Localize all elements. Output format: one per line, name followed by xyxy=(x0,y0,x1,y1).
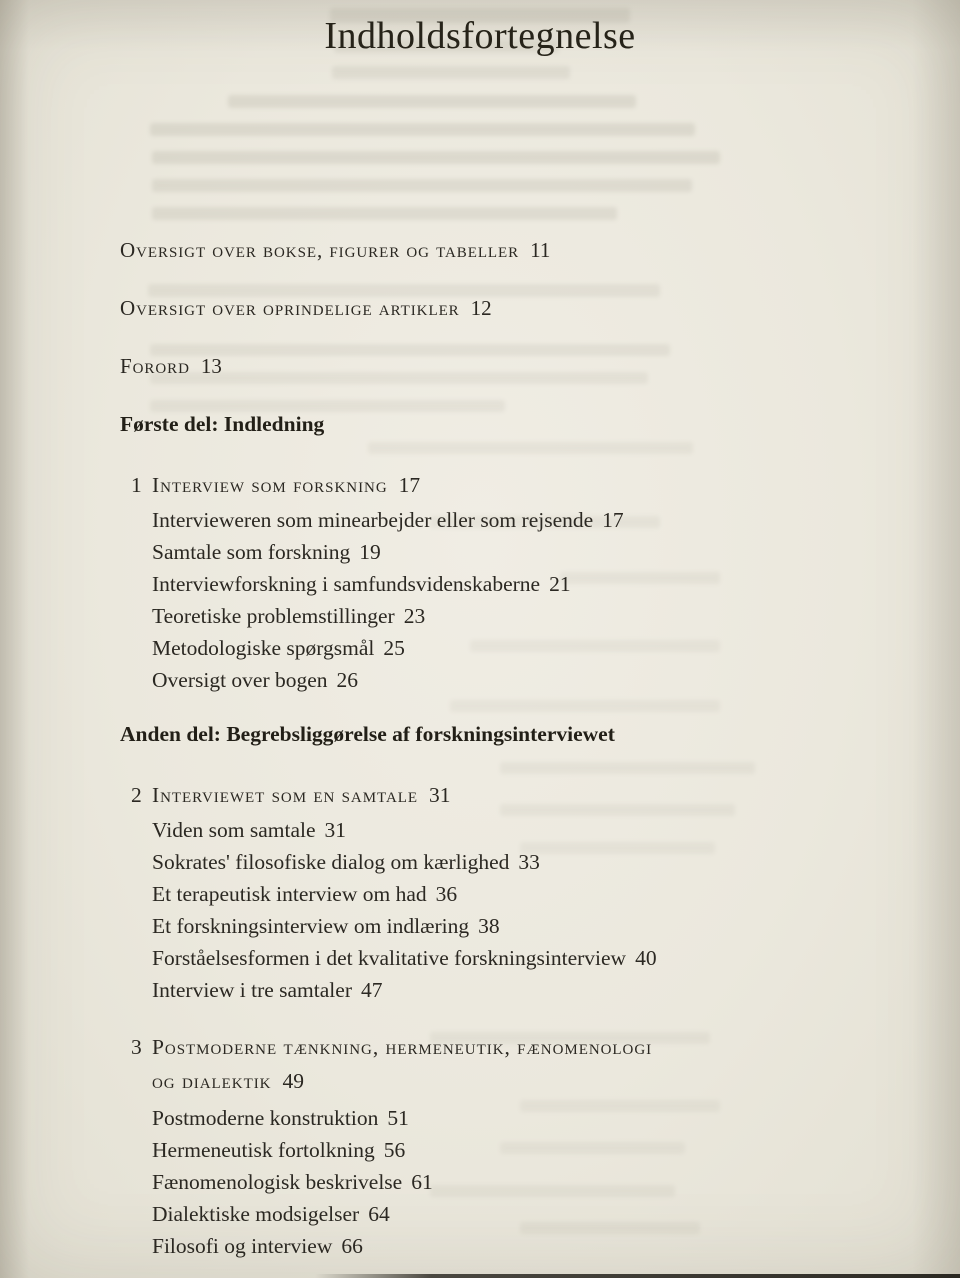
subsection-label: Hermeneutisk fortolkning xyxy=(152,1138,375,1162)
part-heading-1: Første del: Indledning xyxy=(120,412,325,436)
toc-front-matter xyxy=(120,236,870,380)
subsection-page-number: 64 xyxy=(368,1202,390,1226)
subsection-page-number: 56 xyxy=(383,1138,406,1162)
subsection-page-number: 31 xyxy=(324,818,347,842)
toc-entry-foreword xyxy=(120,352,870,380)
toc-subsection xyxy=(152,504,870,536)
subsection-page-number: 25 xyxy=(383,636,405,660)
chapter-number: 1 xyxy=(131,473,142,497)
entry-label: Oversigt over oprindelige artikler xyxy=(120,296,460,320)
subsection-label: Oversigt over bogen xyxy=(152,668,328,692)
chapter-page-number: 49 xyxy=(282,1069,304,1093)
toc-subsection xyxy=(152,536,870,568)
chapter-title: Interviewet som en samtale xyxy=(152,783,419,807)
toc-subsection xyxy=(152,910,870,942)
chapter-title-continued: og dialektik xyxy=(152,1069,272,1093)
chapter-title-line xyxy=(152,780,451,810)
chapter-page-number: 31 xyxy=(429,783,451,807)
toc-subsection xyxy=(152,814,870,846)
chapter-title-line xyxy=(152,1030,652,1098)
chapter-1-subsections xyxy=(152,504,870,696)
subsection-page-number: 66 xyxy=(341,1234,363,1258)
subsection-page-number: 51 xyxy=(387,1106,409,1130)
subsection-page-number: 17 xyxy=(602,508,624,532)
subsection-label: Forståelsesformen i det kvalitative forskningsinterview xyxy=(152,946,627,970)
chapter-title: Postmoderne tænkning, hermeneutik, fænomenologi xyxy=(152,1035,653,1059)
subsection-label: Et forskningsinterview om indlæring xyxy=(152,914,470,938)
toc-subsection xyxy=(152,846,870,878)
subsection-page-number: 40 xyxy=(635,946,657,970)
subsection-label: Intervieweren som minearbejder eller som rejsende xyxy=(152,508,594,532)
subsection-label: Interviewforskning i samfundsvidenskaberne xyxy=(152,572,541,596)
entry-page-number: 13 xyxy=(200,354,222,378)
subsection-page-number: 38 xyxy=(478,914,500,938)
part-heading-2: Anden del: Begrebsliggørelse af forskningsinterviewet xyxy=(120,722,615,746)
toc-entry-overview-boxes xyxy=(120,236,870,264)
subsection-label: Metodologiske spørgsmål xyxy=(152,636,375,660)
subsection-label: Postmoderne konstruktion xyxy=(152,1106,379,1130)
toc-subsection xyxy=(152,664,870,696)
subsection-page-number: 23 xyxy=(403,604,426,628)
subsection-label: Fænomenologisk beskrivelse xyxy=(152,1170,403,1194)
toc-subsection xyxy=(152,632,870,664)
chapter-2-subsections xyxy=(152,814,870,1006)
chapter-3 xyxy=(131,1030,870,1262)
toc-subsection xyxy=(152,878,870,910)
subsection-page-number: 47 xyxy=(360,978,383,1002)
toc-subsection xyxy=(152,974,870,1006)
chapter-page-number: 17 xyxy=(398,473,421,497)
entry-label: Forord xyxy=(120,354,190,378)
subsection-label: Dialektiske modsigelser xyxy=(152,1202,360,1226)
chapter-1 xyxy=(131,470,870,696)
chapter-title: Interview som forskning xyxy=(152,473,388,497)
toc-subsection xyxy=(152,1102,870,1134)
chapter-3-subsections xyxy=(152,1102,870,1262)
subsection-label: Sokrates' filosofiske dialog om kærlighed xyxy=(152,850,510,874)
toc-subsection xyxy=(152,600,870,632)
toc-subsection xyxy=(152,1134,870,1166)
chapter-2-heading xyxy=(131,780,870,810)
subsection-label: Viden som samtale xyxy=(152,818,316,842)
subsection-page-number: 26 xyxy=(336,668,359,692)
subsection-label: Teoretiske problemstillinger xyxy=(152,604,395,628)
chapter-title-line xyxy=(152,470,420,500)
subsection-label: Filosofi og interview xyxy=(152,1234,333,1258)
toc-subsection xyxy=(152,568,870,600)
toc-subsection xyxy=(152,942,870,974)
toc-entry-original-articles xyxy=(120,294,870,322)
chapter-2 xyxy=(131,780,870,1006)
subsection-page-number: 21 xyxy=(549,572,571,596)
chapter-1-heading xyxy=(131,470,870,500)
entry-page-number: 12 xyxy=(470,296,492,320)
page-bottom-shadow xyxy=(315,1274,960,1278)
subsection-page-number: 36 xyxy=(435,882,458,906)
page-title: Indholdsfortegnelse xyxy=(324,15,636,57)
subsection-label: Samtale som forskning xyxy=(152,540,351,564)
chapter-number: 2 xyxy=(131,783,142,807)
chapter-3-heading xyxy=(131,1030,870,1098)
toc-subsection xyxy=(152,1198,870,1230)
entry-page-number: 11 xyxy=(530,238,551,262)
entry-label: Oversigt over bokse, figurer og tabeller xyxy=(120,238,520,262)
toc-subsection xyxy=(152,1166,870,1198)
chapter-number: 3 xyxy=(131,1035,142,1059)
subsection-label: Interview i tre samtaler xyxy=(152,978,352,1002)
subsection-page-number: 33 xyxy=(518,850,540,874)
subsection-page-number: 61 xyxy=(411,1170,433,1194)
subsection-label: Et terapeutisk interview om had xyxy=(152,882,427,906)
toc-subsection xyxy=(152,1230,870,1262)
subsection-page-number: 19 xyxy=(359,540,381,564)
